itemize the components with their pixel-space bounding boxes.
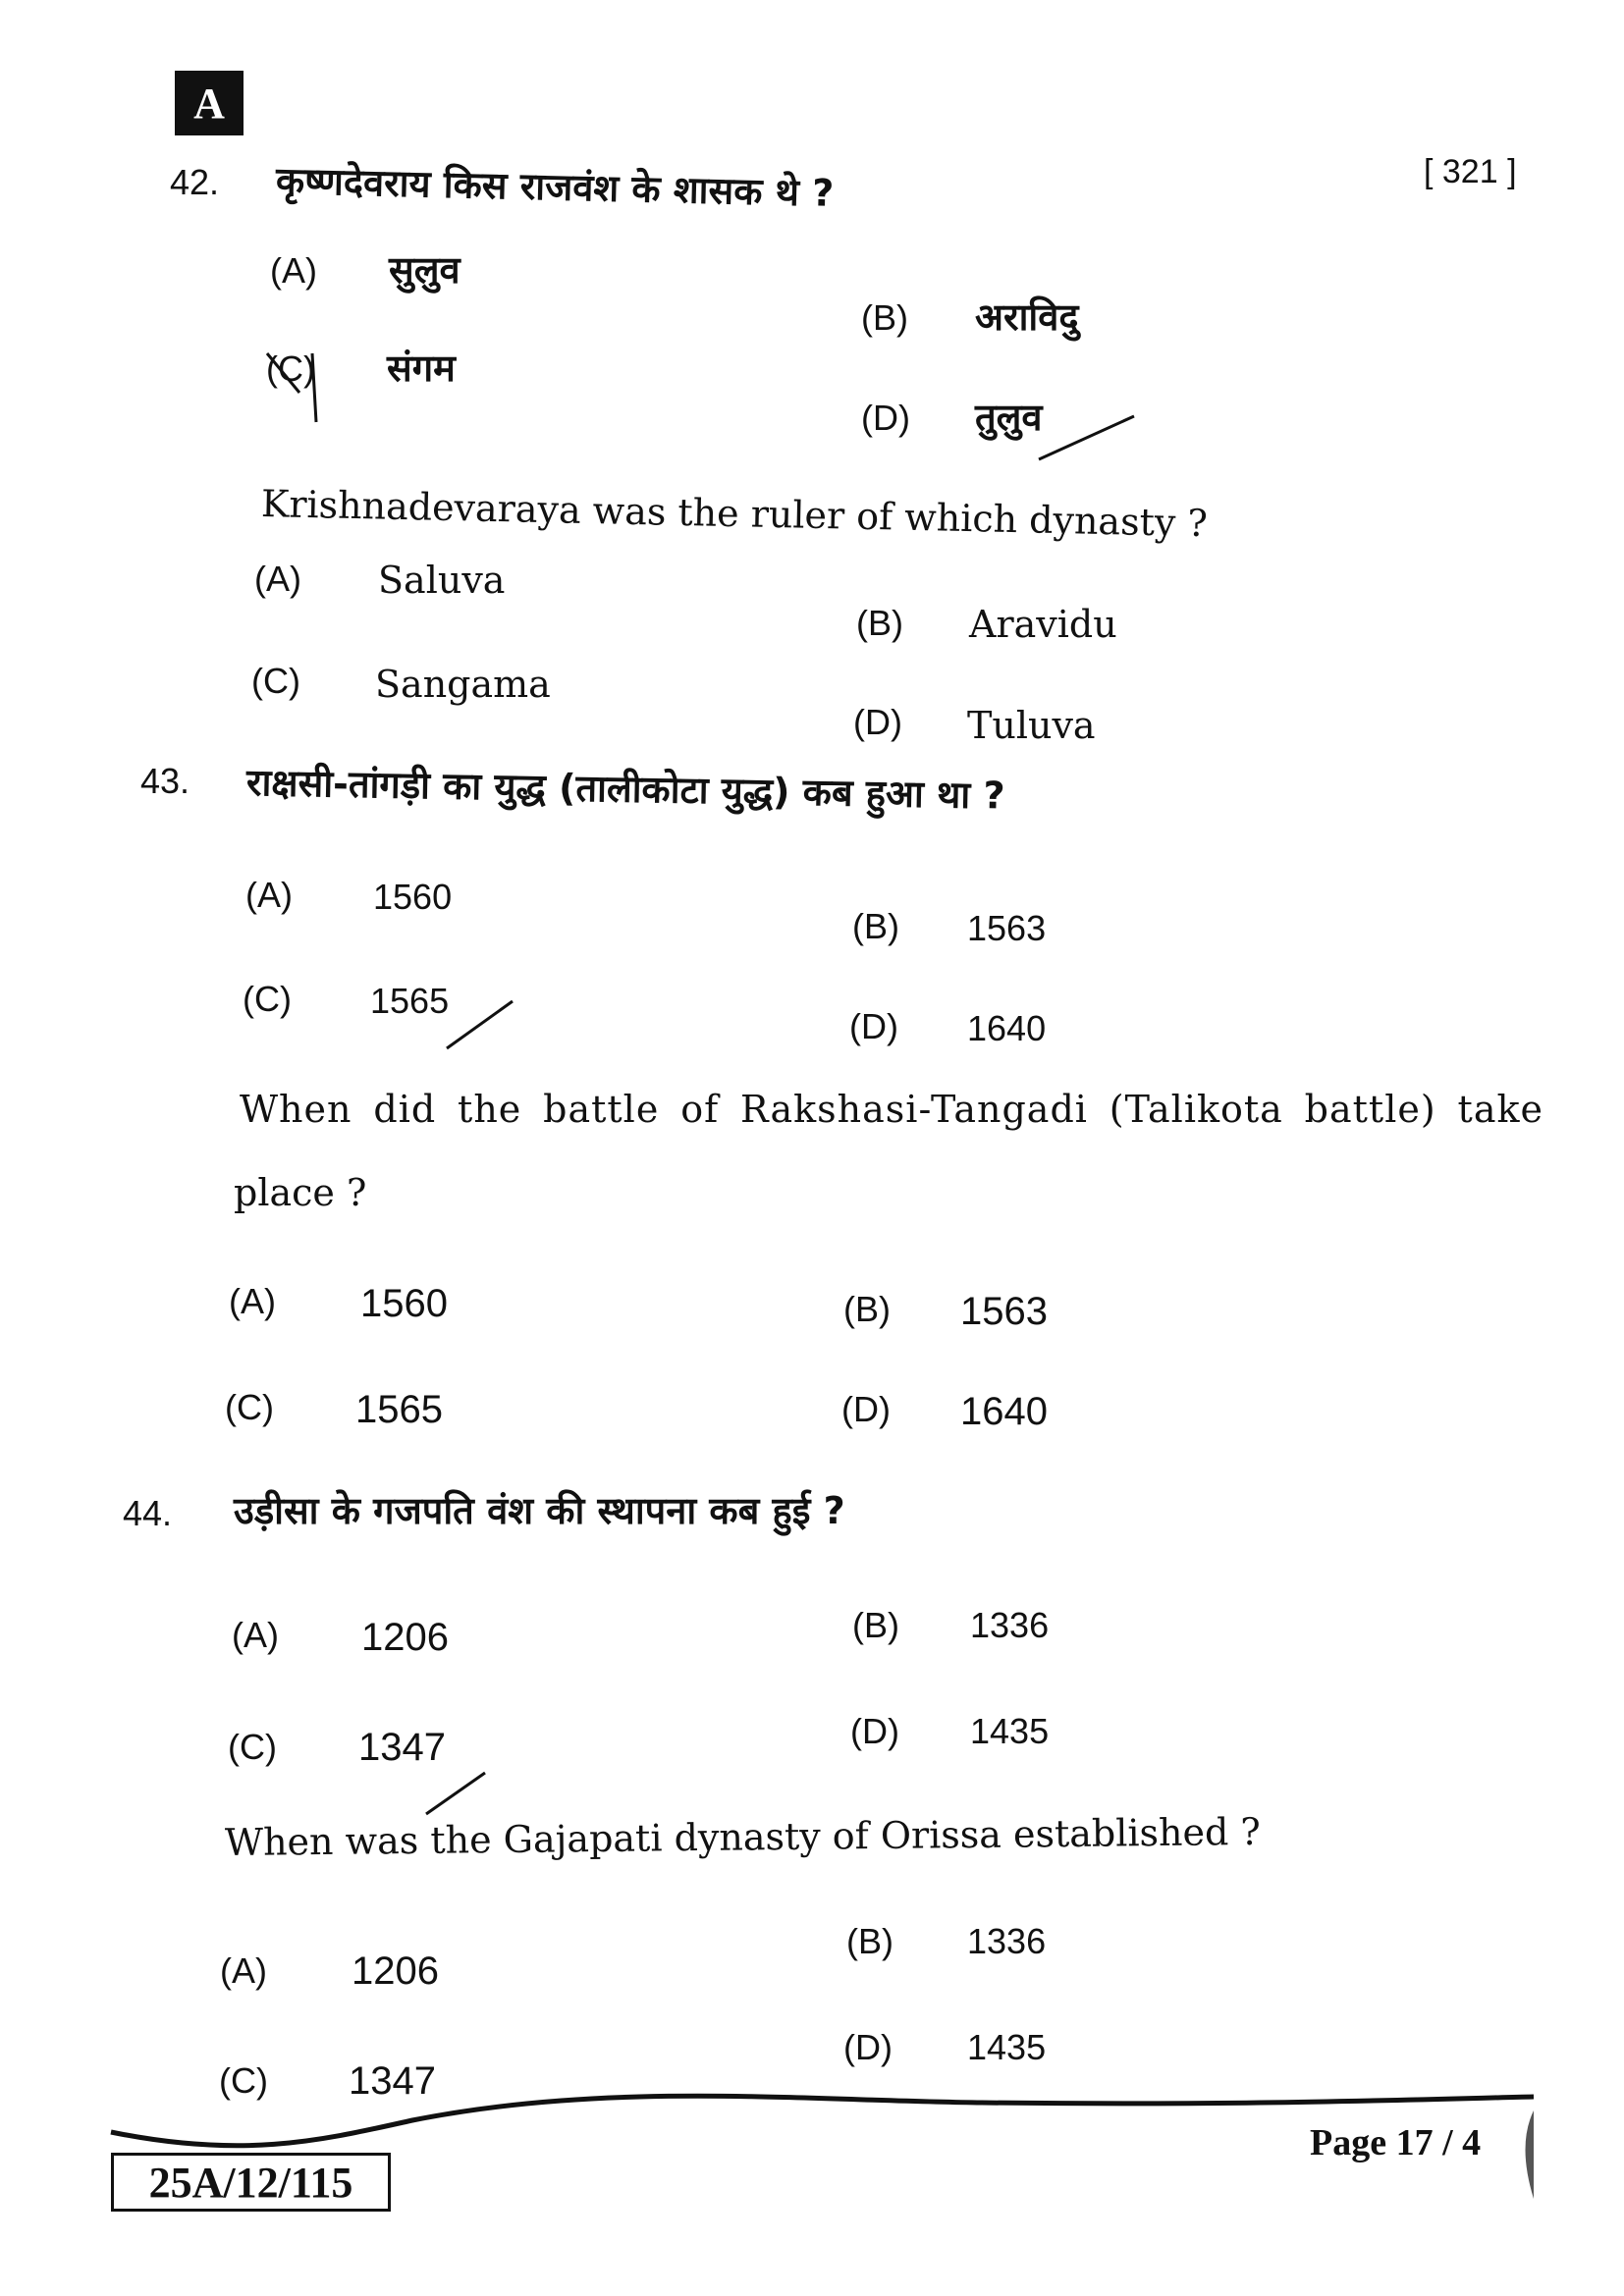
option-label: (D) [861, 398, 910, 438]
option-label: (C) [251, 661, 300, 701]
tick-mark-q43 [447, 1001, 513, 1048]
option-label: (A) [232, 1615, 279, 1655]
option-label: (A) [229, 1281, 276, 1321]
option-text[interactable]: Aravidu [969, 603, 1117, 646]
option-text[interactable]: 1206 [361, 1616, 449, 1659]
strike-mark-q42-c [266, 348, 316, 422]
option-text[interactable]: Saluva [378, 559, 506, 602]
option-text[interactable]: 1565 [370, 981, 450, 1021]
option-label: (D) [853, 702, 902, 742]
question-hindi: उड़ीसा के गजपति वंश की स्थापना कब हुई ? [234, 1489, 845, 1532]
question-english: When did the battle of Rakshasi-Tangadi (Talikota battle) take [240, 1088, 1543, 1131]
option-label: (C) [243, 979, 292, 1019]
option-label: (A) [245, 875, 293, 915]
option-label: (C) [225, 1387, 274, 1427]
option-label: (C) [219, 2060, 268, 2101]
page-number: Page 17 / 4 [1310, 2122, 1482, 2163]
question-english: When was the Gajapati dynasty of Orissa established ? [224, 1809, 1262, 1864]
option-label: (D) [843, 2027, 893, 2067]
option-text[interactable]: सुलुव [389, 248, 460, 292]
marks-label: [ 321 ] [1424, 153, 1517, 190]
option-label: (B) [852, 1605, 899, 1645]
option-text[interactable]: 1640 [960, 1390, 1048, 1433]
option-text[interactable]: तुलुव [975, 396, 1043, 439]
option-text[interactable]: अराविदु [975, 295, 1079, 339]
option-text[interactable]: संगम [387, 347, 456, 390]
option-label: (B) [861, 297, 908, 338]
option-label: (A) [220, 1950, 267, 1991]
option-label: (C) [228, 1727, 277, 1767]
option-label: (D) [841, 1389, 891, 1429]
option-label: (B) [843, 1289, 891, 1329]
option-label: (D) [850, 1711, 899, 1751]
tick-mark-q42 [1039, 416, 1134, 459]
option-label: (D) [849, 1006, 898, 1046]
option-label: (A) [254, 559, 301, 599]
set-badge: A [175, 71, 244, 135]
option-label: (A) [270, 250, 317, 291]
question-hindi: राक्षसी-तांगड़ी का युद्ध (तालीकोटा युद्ध) कब हुआ था ? [245, 761, 1005, 818]
page-edge-shadow [1526, 2110, 1535, 2199]
option-text[interactable]: 1336 [970, 1605, 1050, 1645]
option-label: (C) [266, 348, 315, 389]
option-text[interactable]: Tuluva [967, 704, 1096, 747]
option-label: (B) [856, 603, 903, 643]
option-text[interactable]: 1347 [358, 1726, 446, 1769]
option-text[interactable]: 1640 [967, 1008, 1047, 1048]
option-label: (B) [852, 906, 899, 946]
option-text[interactable]: 1347 [349, 2059, 436, 2103]
option-text[interactable]: 1435 [970, 1711, 1050, 1751]
option-text[interactable]: 1336 [967, 1921, 1047, 1961]
option-text[interactable]: 1565 [355, 1388, 443, 1431]
question-number: 44. [123, 1493, 173, 1533]
option-label: (B) [846, 1921, 893, 1961]
question-number: 42. [170, 162, 220, 202]
option-text[interactable]: 1563 [960, 1290, 1048, 1333]
question-english-continued: place ? [234, 1171, 367, 1214]
question-english: Krishnadevaraya was the ruler of which dynasty ? [260, 482, 1209, 546]
option-text[interactable]: Sangama [375, 663, 551, 706]
paper-code: 25A/12/115 [111, 2153, 391, 2212]
question-number: 43. [140, 761, 190, 801]
option-text[interactable]: 1435 [967, 2027, 1047, 2067]
question-hindi: कृष्णदेवराय किस राजवंश के शासक थे ? [275, 159, 835, 215]
option-text[interactable]: 1560 [360, 1282, 448, 1325]
option-text[interactable]: 1206 [352, 1949, 439, 1993]
option-text[interactable]: 1560 [373, 877, 453, 917]
tick-mark-q44 [426, 1773, 485, 1814]
option-text[interactable]: 1563 [967, 908, 1047, 948]
